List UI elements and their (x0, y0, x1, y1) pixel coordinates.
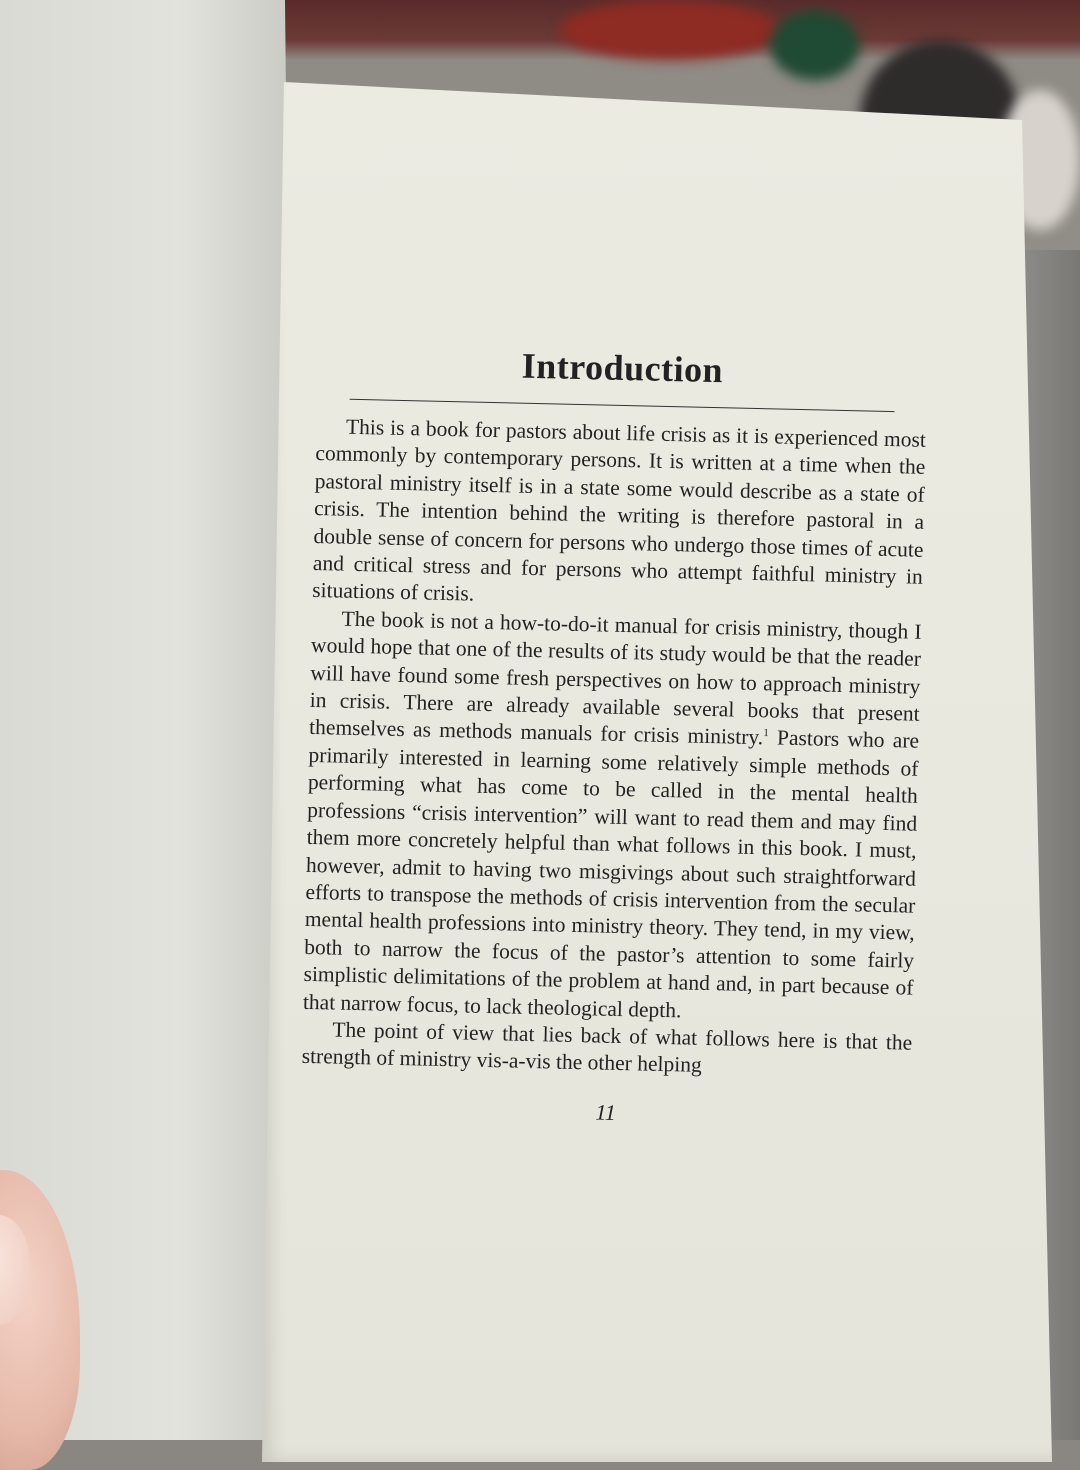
paragraph-2 (303, 605, 922, 1030)
page-content (300, 340, 928, 1132)
background-object-green (770, 10, 860, 80)
paragraph-1: This is a book for pastors about life crisis as it is experienced most commonly by contemporary persons. It is written at a time when the pastoral ministry itself is in a state some would describe as a state of crisis. The intention behind the writing is therefore pastoral in a double sense of concern for persons who undergo those times of acute and critical stress and for persons who attempt faithful ministry in situations of crisis. (312, 414, 927, 607)
title-rule (349, 399, 894, 412)
chapter-title: Introduction (521, 345, 724, 391)
paragraph-2-continued: Pastors who are primarily interested in learning some relatively simple methods of performing what has come to be called in the mental health professions “crisis intervention” will want to read them and may find them more concretely helpful than what follows in this book. I must, however, admit to having two misgivings about such straightforward efforts to transpose the methods of crisis intervention from the secular mental health professions into ministry theory. They tend, in my view, both to narrow the focus of the pastor’s attention to some fairly simplistic delimitations of the problem at hand and, in part because of that narrow focus, to lack theological depth. (302, 725, 920, 1022)
background-object-red (560, 0, 780, 60)
paragraph-3: The point of view that lies back of what follows here is that the strength of ministry vis-a-vis the other helping (301, 1017, 913, 1078)
footnote-marker: 1 (763, 727, 769, 740)
paragraph-2-text: The book is not a how-to-do-it manual for crisis ministry, though I would hope that one of the results of its study would be that the reader will have found some fresh perspectives on how to approach ministry in crisis. There are already available several books that present themselves as methods manuals for crisis ministry. (308, 606, 922, 750)
page-number: 11 (595, 1099, 617, 1125)
